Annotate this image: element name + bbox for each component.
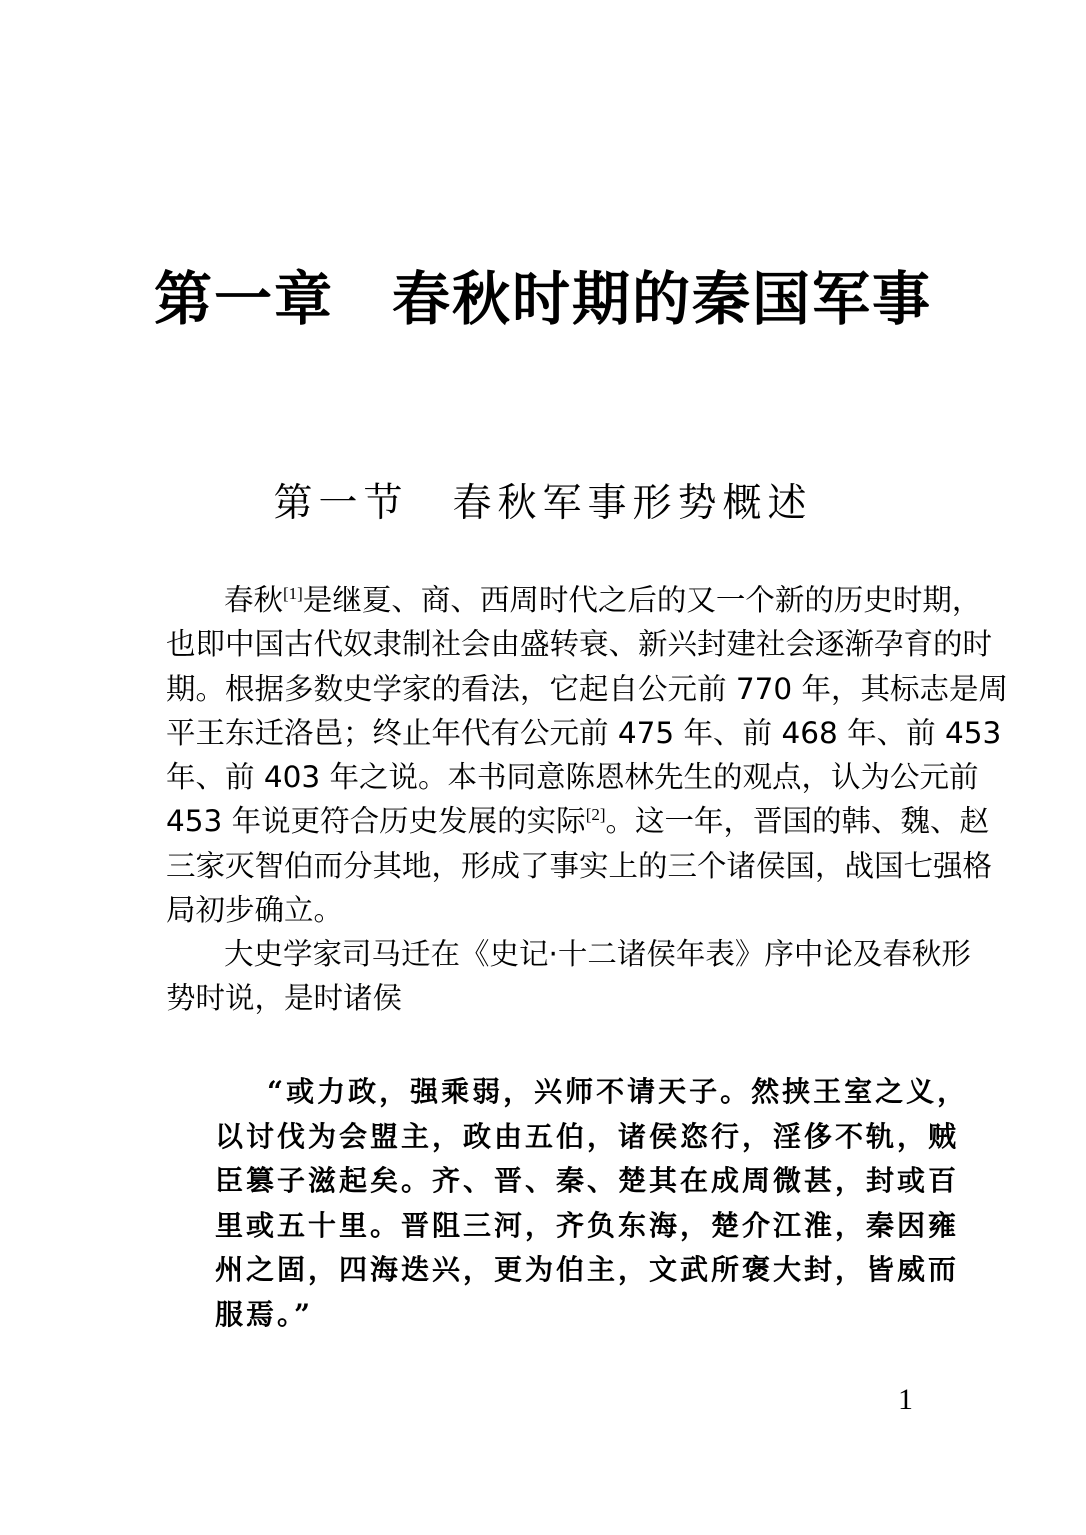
text-run: 是继夏、商、西周时代之后的又一个新的历史时期， [302,583,982,617]
text-run: 453 年说更符合历史发展的实际 [166,804,586,839]
text-line: 三家灭智伯而分其地，形成了事实上的三个诸侯国，战国七强格 [166,848,993,883]
text-line: 平王东迁洛邑；终止年代有公元前 475 年、前 468 年、前 453 [166,715,1002,750]
paragraph-2 [166,932,971,1021]
section-name: 春秋军事形势概述 [452,481,813,526]
text-run: 。这一年，晋国的韩、魏、赵 [605,804,990,839]
block-quote [215,1070,969,1338]
chapter-name: 春秋时期的秦国军事 [392,265,933,333]
chapter-number: 第一章 [153,265,334,333]
text-line: 势时说，是时诸侯 [166,981,403,1016]
text-line: 大史学家司马迁在《史记·十二诸侯年表》序中论及春秋形 [224,937,971,971]
chapter-title [0,252,1086,336]
quote-line: 服焉。” [215,1297,314,1331]
page-number: 1 [898,1383,913,1416]
text-line: 局初步确立。 [166,893,344,928]
footnote-ref-2[interactable]: [2] [585,805,606,825]
quote-line: “或力政，强乘弱，兴师不请天子。然挟王室之义， [267,1075,969,1108]
quote-line: 里或五十里。晋阻三河，齐负东海，楚介江淮，秦因雍 [215,1208,960,1242]
quote-line: 州之固，四海迭兴，更为伯主，文武所褒大封，皆威而 [215,1253,960,1287]
text-line [166,578,982,622]
paragraph-1 [166,578,1009,932]
text-line: 期。根据多数史学家的看法，它起自公元前 770 年，其标志是周 [166,671,1009,706]
text-line: 年、前 403 年之说。本书同意陈恩林先生的观点，认为公元前 [166,760,979,795]
text-line: 也即中国古代奴隶制社会由盛转衰、新兴封建社会逐渐孕育的时 [166,627,993,662]
quote-line: 臣篡子滋起矣。齐、晋、秦、楚其在成周微甚，封或百 [215,1164,960,1198]
text-run: 春秋 [224,583,284,617]
section-number: 第一节 [273,481,409,526]
text-line [166,799,990,843]
footnote-ref-1[interactable]: [1] [283,584,303,604]
quote-line: 以讨伐为会盟主，政由五伯，诸侯恣行，淫侈不轨，贼 [215,1119,960,1153]
section-title [0,472,1086,528]
